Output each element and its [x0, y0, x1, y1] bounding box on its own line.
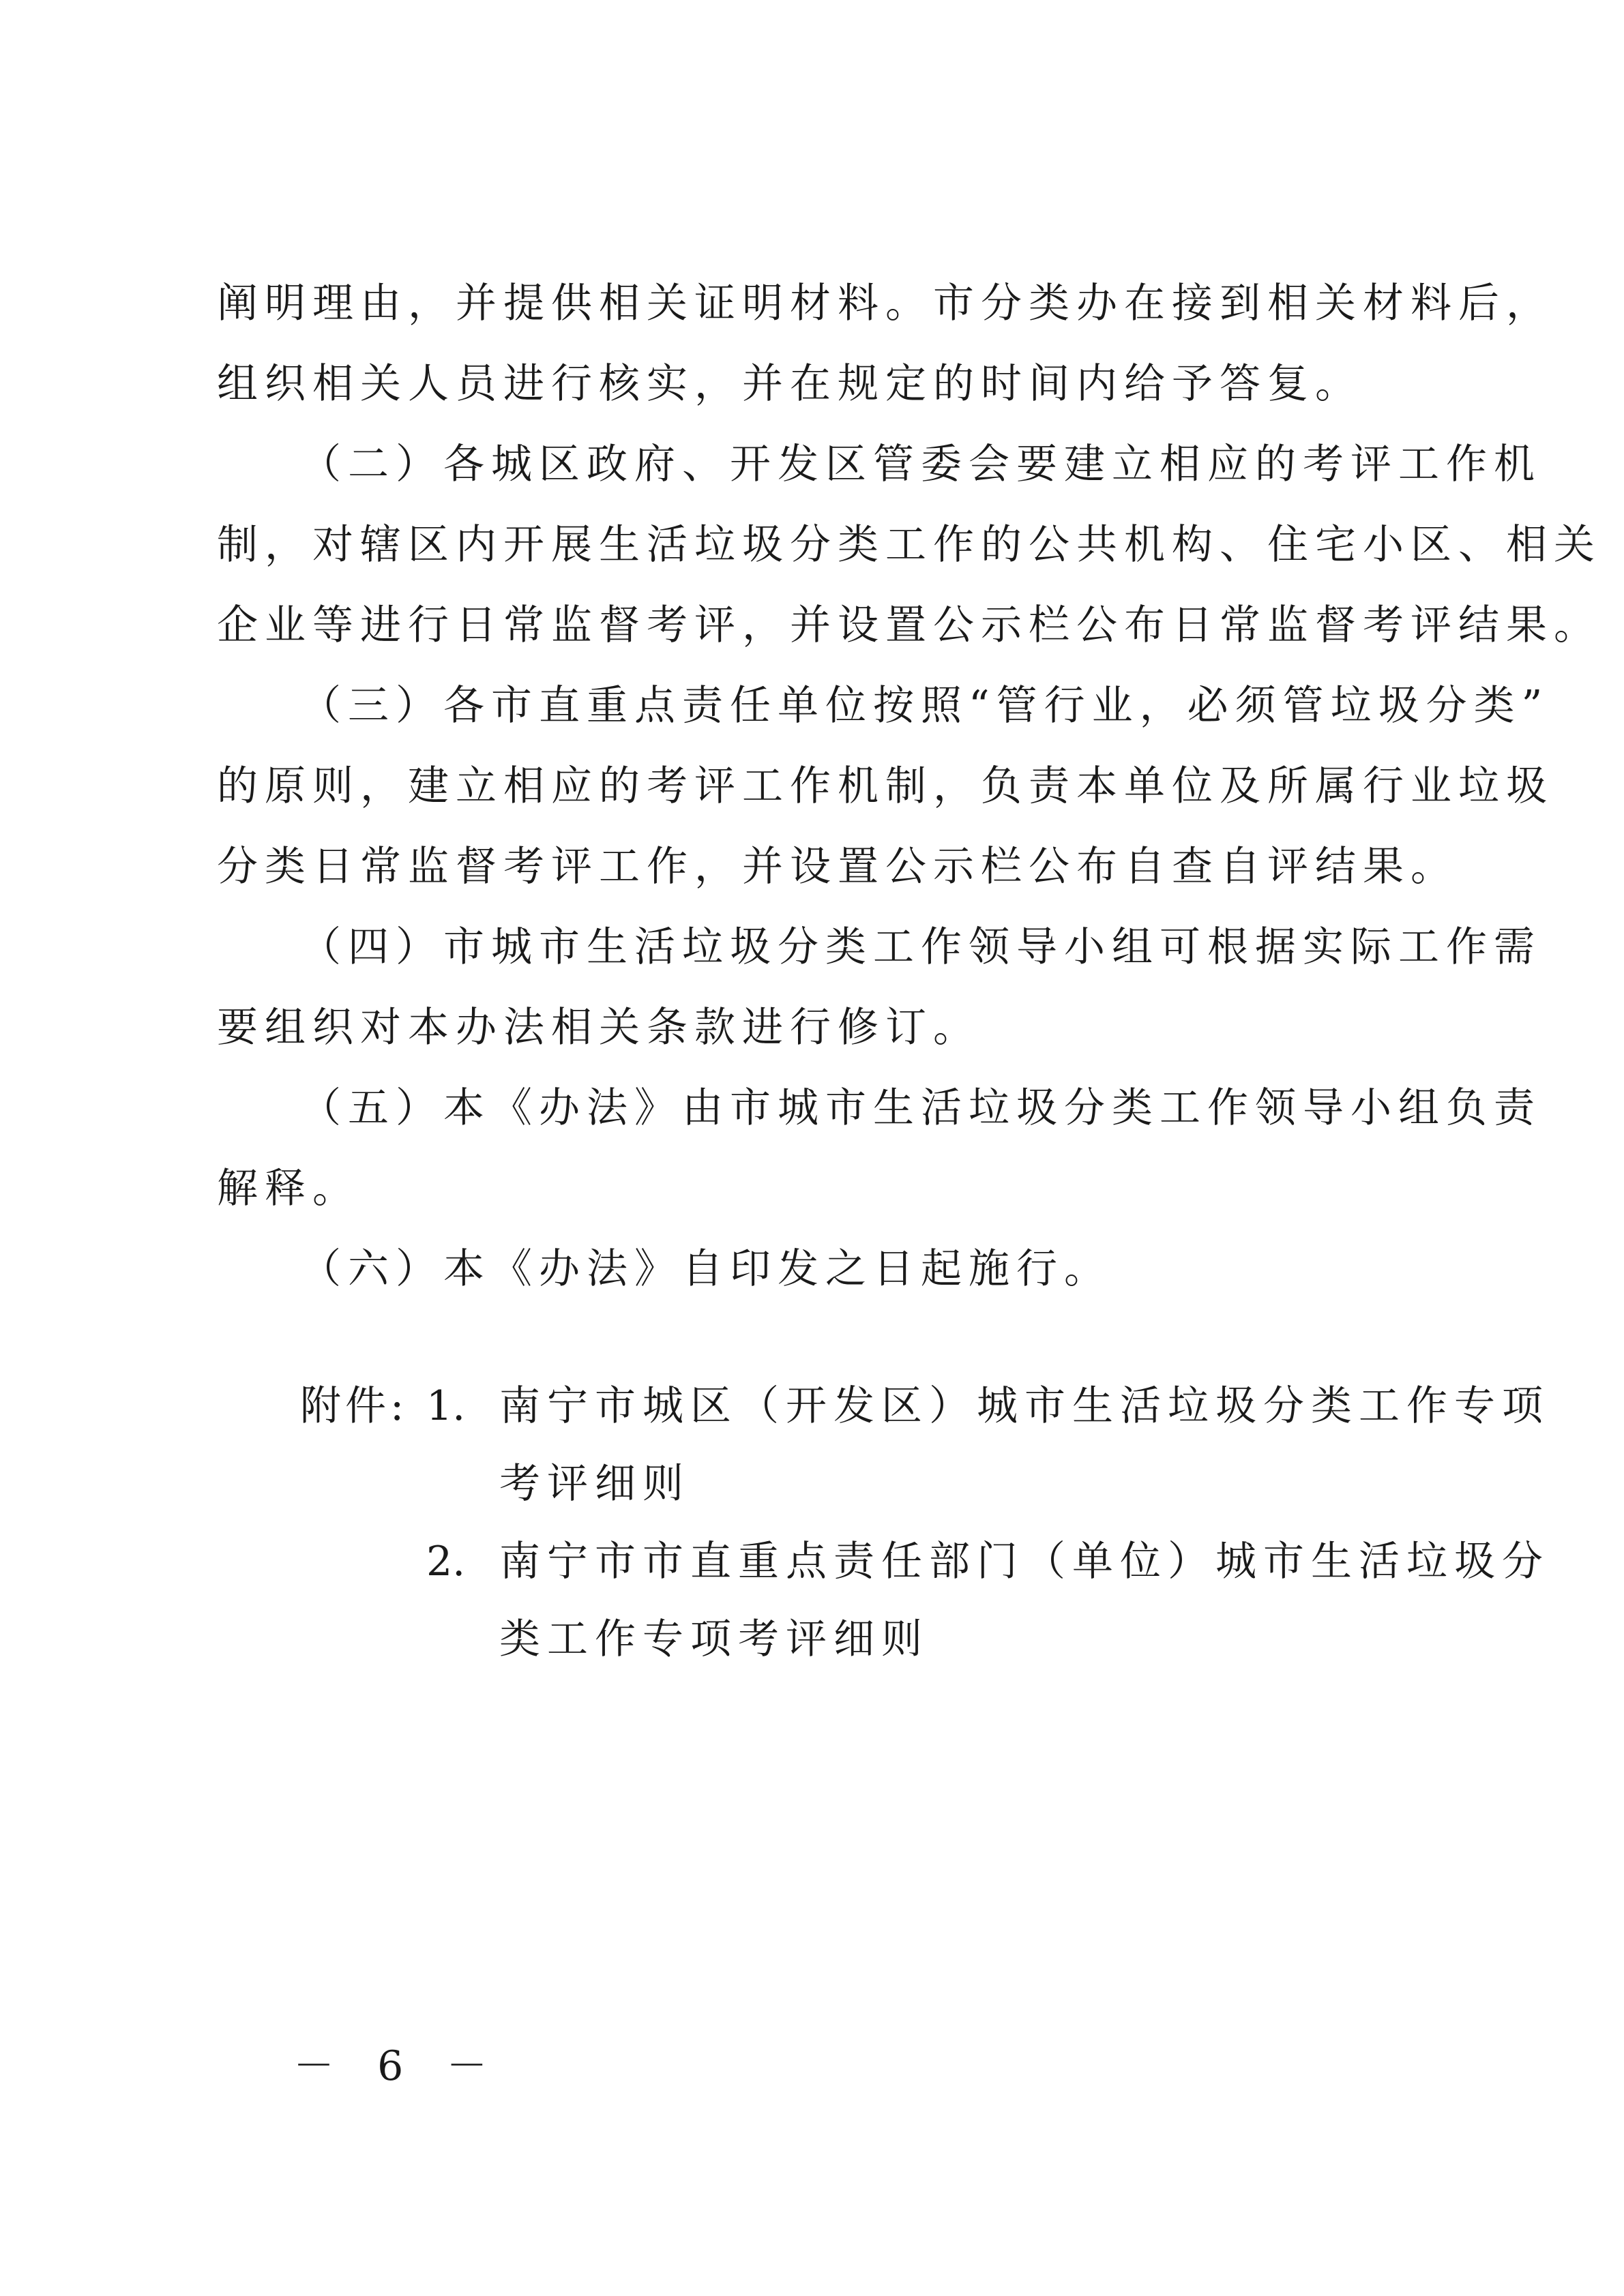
- page-number: － 6 －: [293, 2042, 503, 2090]
- paragraph-line: 企业等进行日常监督考评，并设置公示栏公布日常监督考评结果。: [217, 601, 1601, 649]
- attachment-line: 南宁市市直重点责任部门（单位）城市生活垃圾分: [499, 1538, 1550, 1585]
- paragraph-line: （六）本《办法》自印发之日起施行。: [300, 1245, 1112, 1293]
- paragraph-line: 解释。: [217, 1165, 360, 1212]
- attachment-line: 南宁市城区（开发区）城市生活垃圾分类工作专项: [499, 1382, 1550, 1430]
- paragraph-line: （五）本《办法》由市城市生活垃圾分类工作领导小组负责: [300, 1084, 1541, 1132]
- attachment-number: 1.: [426, 1382, 466, 1430]
- paragraph-line: 阐明理由，并提供相关证明材料。市分类办在接到相关材料后，: [217, 280, 1554, 327]
- attachment-line: 类工作专项考评细则: [499, 1615, 929, 1663]
- paragraph-line: （四）市城市生活垃圾分类工作领导小组可根据实际工作需: [300, 923, 1541, 971]
- attachments-label: 附件:: [300, 1382, 409, 1430]
- attachment-number: 2.: [426, 1538, 466, 1585]
- paragraph-line: （三）各市直重点责任单位按照“管行业，必须管垃圾分类”: [300, 682, 1550, 730]
- paragraph-line: 制，对辖区内开展生活垃圾分类工作的公共机构、住宅小区、相关: [217, 521, 1601, 569]
- attachment-line: 考评细则: [499, 1460, 690, 1508]
- paragraph-line: 要组织对本办法相关条款进行修订。: [217, 1004, 981, 1052]
- paragraph-line: 组织相关人员进行核实，并在规定的时间内给予答复。: [217, 360, 1363, 408]
- paragraph-line: （二）各城区政府、开发区管委会要建立相应的考评工作机: [300, 441, 1541, 488]
- paragraph-line: 分类日常监督考评工作，并设置公示栏公布自查自评结果。: [217, 843, 1458, 891]
- paragraph-line: 的原则，建立相应的考评工作机制，负责本单位及所属行业垃圾: [217, 762, 1554, 810]
